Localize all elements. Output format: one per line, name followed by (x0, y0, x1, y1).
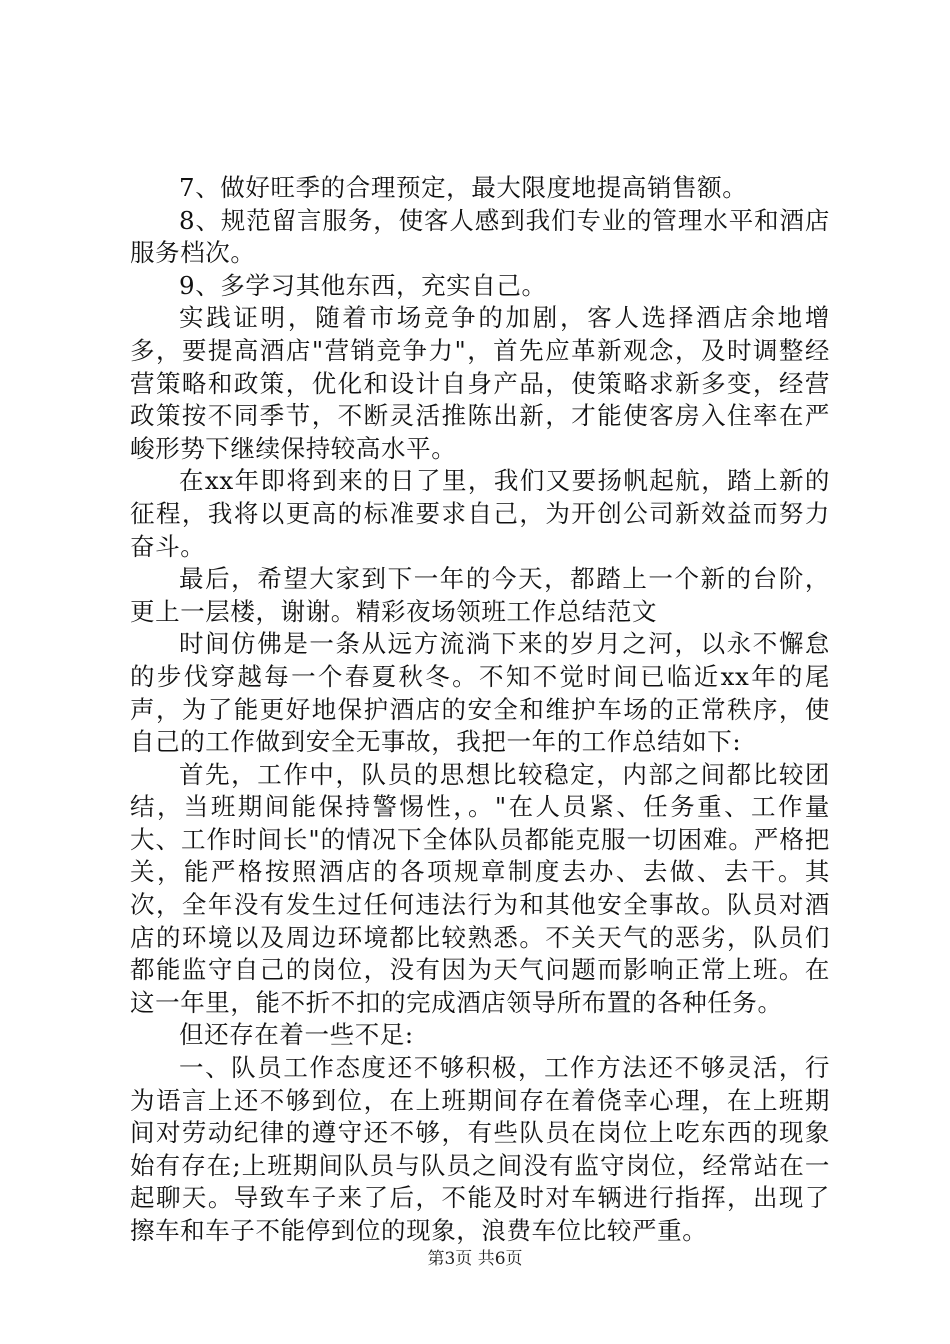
paragraph: 首先，工作中，队员的思想比较稳定，内部之间都比较团结，当班期间能保持警惕性，。"在人员紧、任务重、工作量大、工作时间长"的情况下全体队员都能克服一切困难。严格把关，能严格按照酒店的各项规章制度去办、去做、去干。其次，全年没有发生过任何违法行为和其他安全事故。队员对酒店的环境以及周边环境都比较熟悉。不关天气的恶劣，队员们都能监守自己的岗位，没有因为天气问题而影响正常上班。在这一年里，能不折不扣的完成酒店领导所布置的各种任务。 (130, 759, 830, 1017)
paragraph: 实践证明，随着市场竞争的加剧，客人选择酒店余地增多，要提高酒店"营销竞争力"，首先应革新观念，及时调整经营策略和政策，优化和设计自身产品，使策略求新多变，经营政策按不同季节，不断灵活推陈出新，才能使客房入住率在严峻形势下继续保持较高水平。 (130, 303, 830, 463)
paragraph: 9、多学习其他东西，充实自己。 (179, 270, 547, 300)
paragraph: 一、队员工作态度还不够积极，工作方法还不够灵活，行为语言上还不够到位，在上班期间存在着侥幸心理，在上班期间对劳动纪律的遵守还不够，有些队员在岗位上吃东西的现象始有存在;上班期间队员与队员之间没有监守岗位，经常站在一起聊天。导致车子来了后，不能及时对车辆进行指挥，出现了擦车和车子不能停到位的现象，浪费车位比较严重。 (130, 1053, 830, 1245)
paragraph: 但还存在着一些不足: (179, 1020, 414, 1050)
paragraph: 7、做好旺季的合理预定，最大限度地提高销售额。 (179, 173, 748, 202)
paragraph: 8、规范留言服务，使客人感到我们专业的管理水平和酒店服务档次。 (130, 205, 830, 268)
document-body (130, 172, 830, 1248)
page-number-footer: 第3页 共6页 (427, 1249, 523, 1269)
paragraph: 在xx年即将到来的日了里，我们又要扬帆起航，踏上新的征程，我将以更高的标准要求自己，为开创公司新效益而努力奋斗。 (130, 466, 830, 561)
paragraph: 时间仿佛是一条从远方流淌下来的岁月之河，以永不懈怠的步伐穿越每一个春夏秋冬。不知不觉时间已临近xx年的尾声，为了能更好地保护酒店的安全和维护车场的正常秩序，使自己的工作做到安全无事故，我把一年的工作总结如下: (130, 629, 830, 757)
paragraph: 最后，希望大家到下一年的今天，都踏上一个新的台阶，更上一层楼，谢谢。精彩夜场领班工作总结范文 (130, 564, 830, 626)
